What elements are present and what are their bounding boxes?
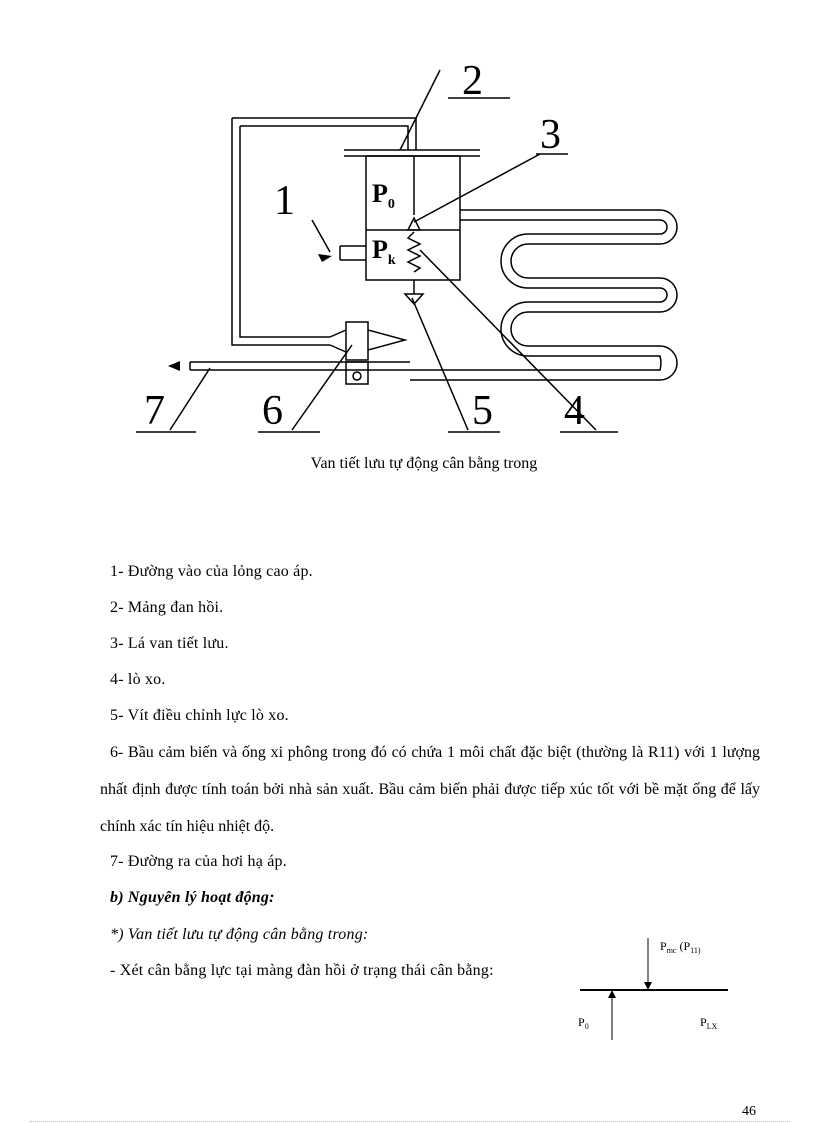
label-5: 5 bbox=[472, 388, 493, 434]
equalizer-tube-left-inner bbox=[240, 126, 330, 337]
statement-text: - Xét cân bằng lực tại màng đàn hồi ở trạng thái cân bằng: bbox=[110, 962, 494, 979]
label-3: 3 bbox=[540, 112, 561, 158]
equalizer-tube-inner bbox=[240, 126, 408, 150]
outlet-arrow bbox=[168, 361, 180, 371]
list-item: 2- Mảng đan hồi. bbox=[110, 599, 224, 616]
inlet-port bbox=[340, 246, 366, 260]
label-6: 6 bbox=[262, 388, 283, 434]
equalizer-tube-outer bbox=[232, 118, 416, 150]
valve-figure bbox=[0, 0, 816, 460]
evaporator-coil bbox=[410, 210, 677, 380]
footer-divider bbox=[30, 1121, 790, 1122]
pmc-arrow bbox=[644, 982, 652, 990]
adjust-screw bbox=[405, 280, 423, 304]
sensing-bulb bbox=[346, 322, 368, 360]
label-7: 7 bbox=[144, 388, 165, 434]
section-heading: b) Nguyên lý hoạt động: bbox=[110, 889, 275, 906]
spring bbox=[408, 232, 420, 272]
list-item: 3- Lá van tiết lưu. bbox=[110, 635, 229, 652]
label-4: 4 bbox=[564, 388, 585, 434]
list-item-paragraph: 6- Bầu cảm biến và ống xi phông trong đó có chứa 1 môi chất đặc biệt (thường là R11) với 1 lượng nhất định được tính toán bởi nhà sản xuất. Bầu cảm biến phải được tiếp xúc tốt với bề mặt ống để lấy chính xác tín hiệu nhiệt độ. bbox=[100, 744, 760, 835]
pmc-label: $P_{mc}$ ($P_{11)}$ bbox=[660, 939, 701, 955]
list-item: 1- Đường vào của lỏng cao áp. bbox=[110, 563, 313, 580]
plx-label: $P_{LX}$ bbox=[700, 1015, 718, 1031]
p0-chamber-label: $P_0$ bbox=[372, 179, 395, 212]
equalizer-tube-left-outer bbox=[232, 118, 330, 345]
force-diagram bbox=[560, 930, 750, 1050]
page-number: 46 bbox=[742, 1104, 756, 1119]
label-2: 2 bbox=[462, 58, 483, 104]
p0-force-label: $P_0$ bbox=[578, 1015, 589, 1031]
inlet-arrow bbox=[318, 254, 332, 262]
pk-chamber-label: $P_k$ bbox=[372, 235, 396, 268]
label-1: 1 bbox=[274, 178, 295, 224]
figure-caption: Van tiết lưu tự động cân bằng trong bbox=[310, 455, 538, 472]
list-item: 4- lò xo. bbox=[110, 671, 166, 688]
p0-arrow bbox=[608, 990, 616, 998]
subsection-heading: *) Van tiết lưu tự động cân bằng trong: bbox=[110, 926, 369, 943]
list-item: 5- Vít điều chỉnh lực lò xo. bbox=[110, 707, 289, 724]
list-item: 7- Đường ra của hơi hạ áp. bbox=[110, 853, 287, 870]
